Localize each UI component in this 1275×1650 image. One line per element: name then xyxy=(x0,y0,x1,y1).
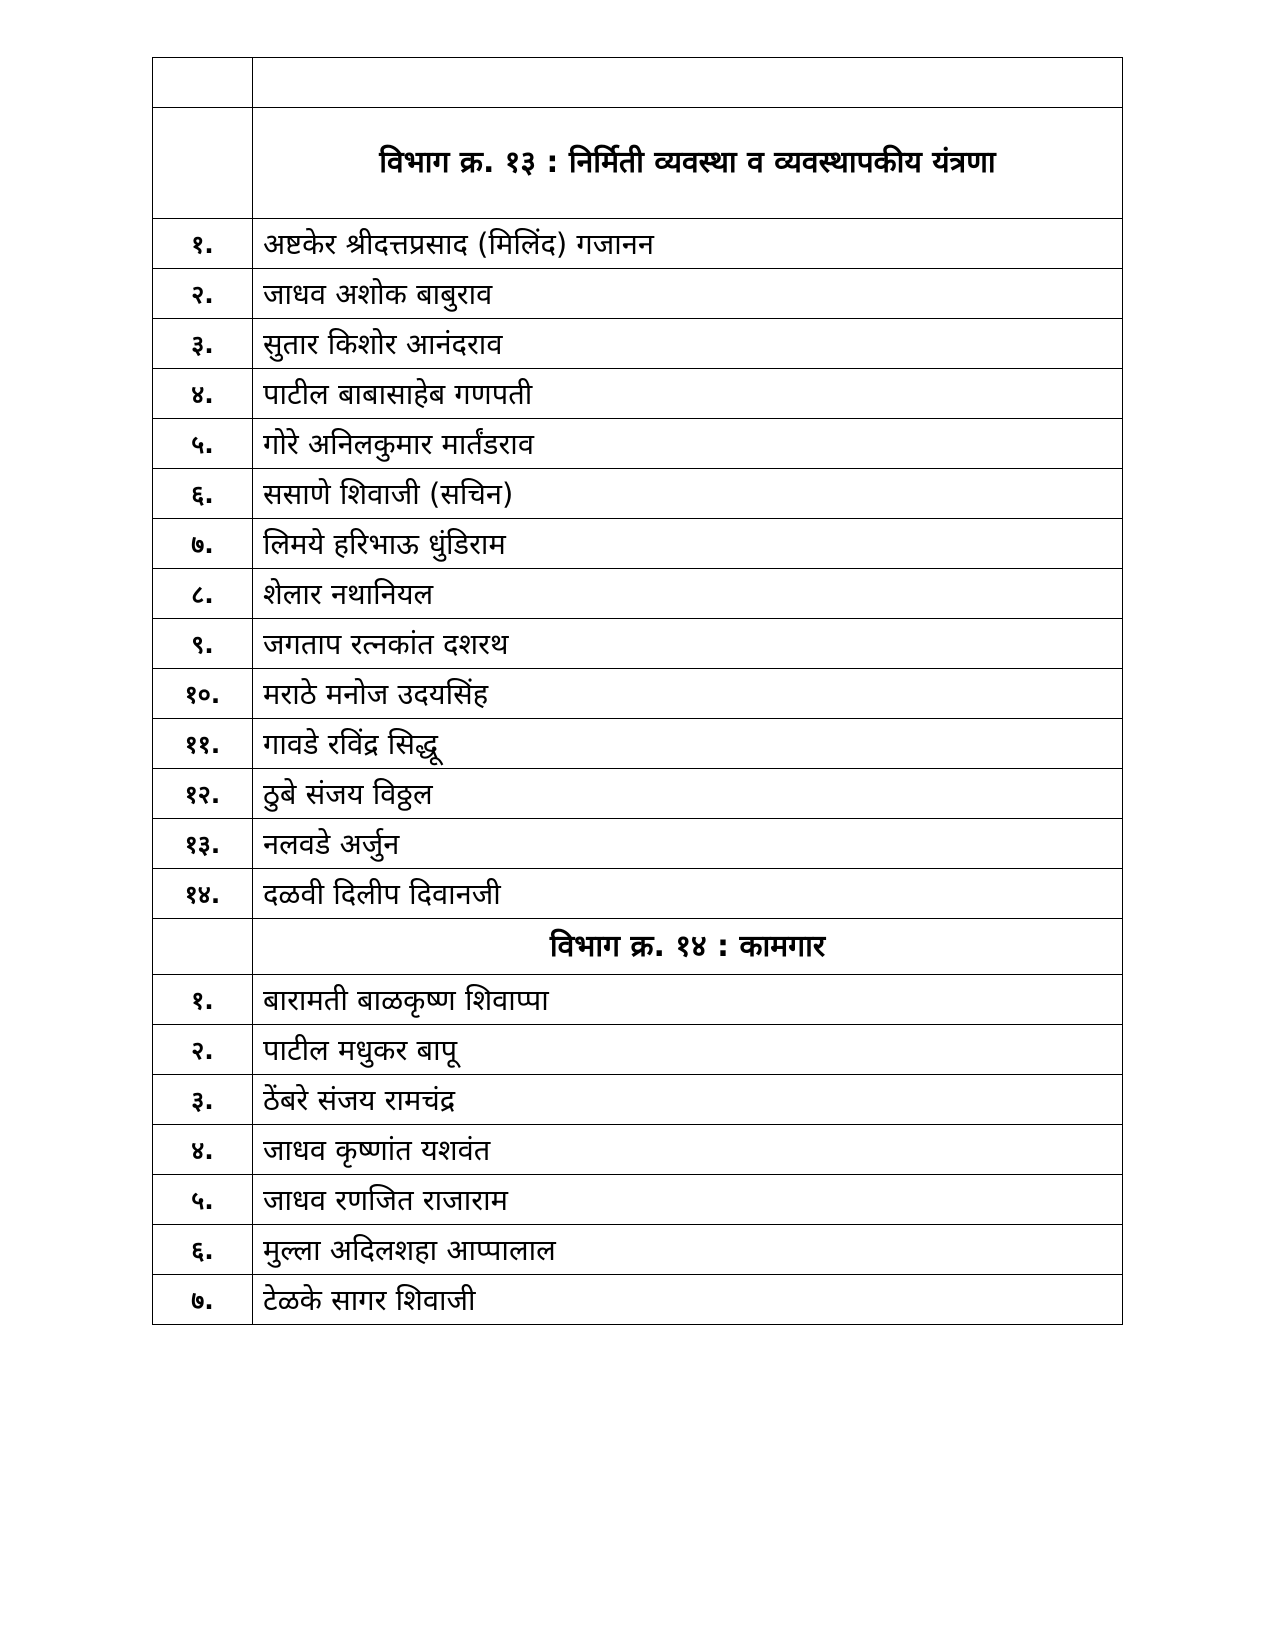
section-14-heading-row xyxy=(153,919,1123,975)
blank-row xyxy=(153,58,1123,108)
member-name: दळवी दिलीप दिवानजी xyxy=(253,869,1123,919)
member-name: जाधव अशोक बाबुराव xyxy=(253,269,1123,319)
member-serial-number: ४. xyxy=(153,369,253,419)
member-name: बारामती बाळकृष्ण शिवाप्पा xyxy=(253,975,1123,1025)
section-13-member-row xyxy=(153,519,1123,569)
member-name: जाधव कृष्णांत यशवंत xyxy=(253,1125,1123,1175)
section-13-member-row xyxy=(153,619,1123,669)
section-14-heading: विभाग क्र. १४ : कामगार xyxy=(253,919,1123,975)
member-serial-number: ५. xyxy=(153,1175,253,1225)
member-serial-number: ३. xyxy=(153,1075,253,1125)
member-name: ठेंबरे संजय रामचंद्र xyxy=(253,1075,1123,1125)
section-13-member-row xyxy=(153,419,1123,469)
section-14-member-row xyxy=(153,1025,1123,1075)
section-13-member-row xyxy=(153,369,1123,419)
member-serial-number: ५. xyxy=(153,419,253,469)
section-13-heading-number-cell xyxy=(153,108,253,219)
member-serial-number: ६. xyxy=(153,469,253,519)
member-name: सुतार किशोर आनंदराव xyxy=(253,319,1123,369)
member-serial-number: १४. xyxy=(153,869,253,919)
member-name: पाटील बाबासाहेब गणपती xyxy=(253,369,1123,419)
blank-number-cell xyxy=(153,58,253,108)
section-13-member-row xyxy=(153,869,1123,919)
member-name: ठुबे संजय विठ्ठल xyxy=(253,769,1123,819)
member-serial-number: ९. xyxy=(153,619,253,669)
section-13-member-row xyxy=(153,769,1123,819)
member-name: मराठे मनोज उदयसिंह xyxy=(253,669,1123,719)
member-name: गोरे अनिलकुमार मार्तंडराव xyxy=(253,419,1123,469)
section-13-member-row xyxy=(153,669,1123,719)
section-14-member-row xyxy=(153,1125,1123,1175)
member-serial-number: २. xyxy=(153,269,253,319)
blank-name-cell xyxy=(253,58,1123,108)
member-serial-number: १३. xyxy=(153,819,253,869)
member-serial-number: ६. xyxy=(153,1225,253,1275)
member-serial-number: १२. xyxy=(153,769,253,819)
section-13-heading: विभाग क्र. १३ : निर्मिती व्यवस्था व व्यवस्थापकीय यंत्रणा xyxy=(253,108,1123,219)
section-14-member-row xyxy=(153,1175,1123,1225)
section-13-member-row xyxy=(153,469,1123,519)
section-14-member-row xyxy=(153,1275,1123,1325)
section-14-member-row xyxy=(153,1075,1123,1125)
section-13-member-row xyxy=(153,219,1123,269)
member-name: ससाणे शिवाजी (सचिन) xyxy=(253,469,1123,519)
members-table xyxy=(152,57,1123,1325)
member-name: जगताप रत्नकांत दशरथ xyxy=(253,619,1123,669)
member-serial-number: ४. xyxy=(153,1125,253,1175)
member-name: जाधव रणजित राजाराम xyxy=(253,1175,1123,1225)
section-14-heading-number-cell xyxy=(153,919,253,975)
member-serial-number: ७. xyxy=(153,1275,253,1325)
members-table-body xyxy=(153,58,1123,1325)
member-name: पाटील मधुकर बापू xyxy=(253,1025,1123,1075)
section-13-member-row xyxy=(153,819,1123,869)
member-name: अष्टकेर श्रीदत्तप्रसाद (मिलिंद) गजानन xyxy=(253,219,1123,269)
member-serial-number: ८. xyxy=(153,569,253,619)
member-name: नलवडे अर्जुन xyxy=(253,819,1123,869)
member-name: टेळके सागर शिवाजी xyxy=(253,1275,1123,1325)
member-serial-number: ११. xyxy=(153,719,253,769)
member-serial-number: १. xyxy=(153,219,253,269)
member-name: मुल्ला अदिलशहा आप्पालाल xyxy=(253,1225,1123,1275)
member-serial-number: ७. xyxy=(153,519,253,569)
member-name: शेलार नथानियल xyxy=(253,569,1123,619)
section-13-member-row xyxy=(153,319,1123,369)
member-serial-number: ३. xyxy=(153,319,253,369)
section-13-member-row xyxy=(153,569,1123,619)
section-13-member-row xyxy=(153,269,1123,319)
member-serial-number: २. xyxy=(153,1025,253,1075)
member-name: लिमये हरिभाऊ धुंडिराम xyxy=(253,519,1123,569)
member-name: गावडे रविंद्र सिद्धू xyxy=(253,719,1123,769)
section-14-member-row xyxy=(153,975,1123,1025)
section-14-member-row xyxy=(153,1225,1123,1275)
member-serial-number: १. xyxy=(153,975,253,1025)
section-13-heading-row xyxy=(153,108,1123,219)
member-serial-number: १०. xyxy=(153,669,253,719)
section-13-member-row xyxy=(153,719,1123,769)
